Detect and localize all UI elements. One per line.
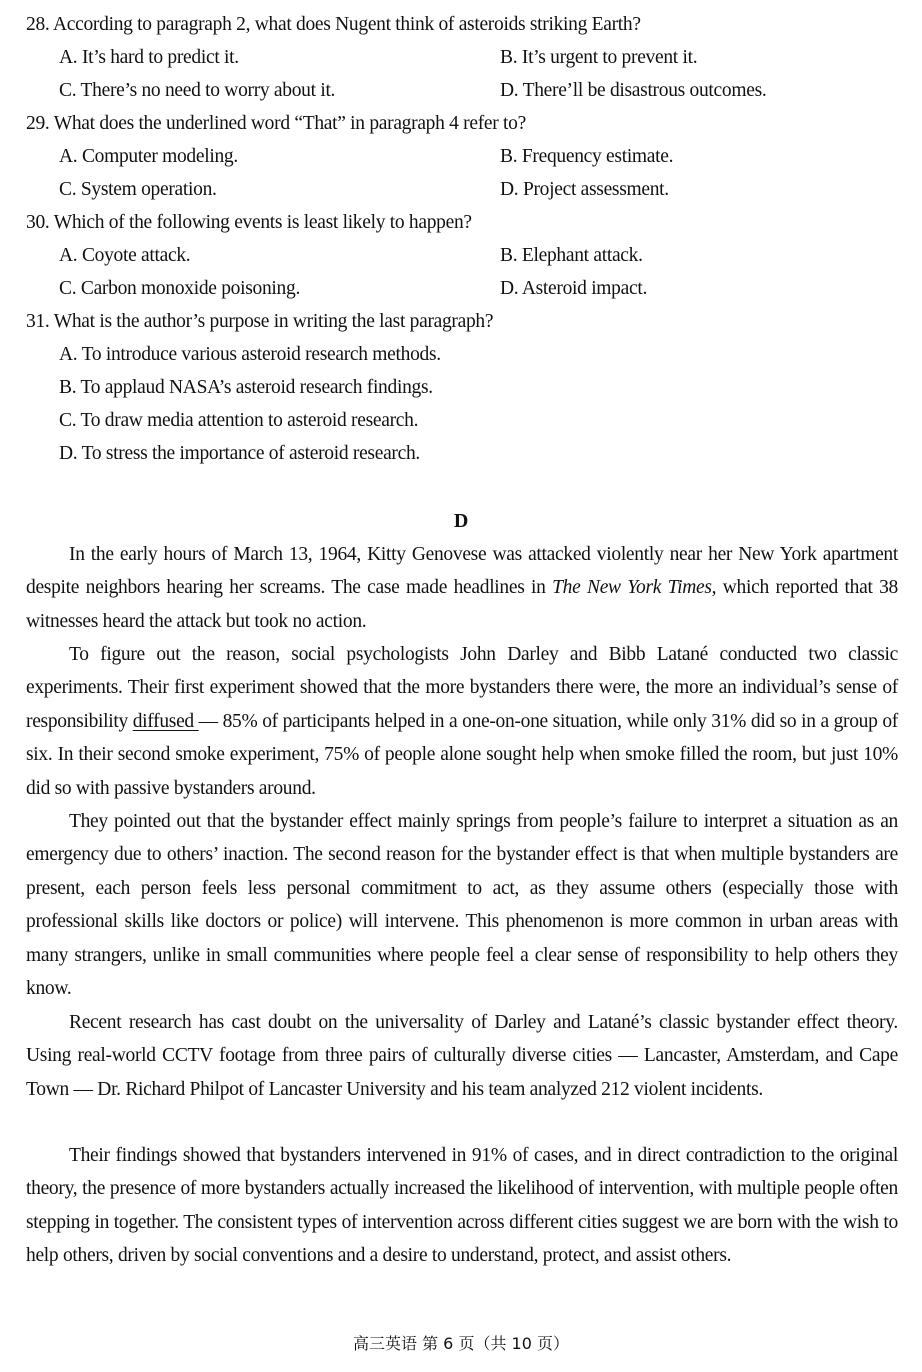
- option-b: [500, 47, 697, 69]
- option-letter: A.: [59, 146, 78, 167]
- option-text: Frequency estimate.: [521, 146, 674, 167]
- option-d: [59, 443, 420, 465]
- option-letter: B.: [59, 377, 77, 398]
- passage-paragraph-3: They pointed out that the bystander effect mainly springs from people’s failure to interpret a situation as an emergency due to others’ inaction. The second reason for the bystander effect is that when multiple bystanders are present, each person feels less personal commitment to act, as they assume others (especially those with professional skills like doctors or police) will intervene. This phenomenon is more common in urban areas with many strangers, unlike in small communities where people feel a clear sense of responsibility to help others they know.: [26, 811, 898, 1000]
- question-stem: [26, 113, 526, 135]
- option-b: [59, 377, 433, 399]
- passage-paragraph-1: [26, 538, 898, 638]
- option-b: [500, 245, 643, 267]
- question-stem: [26, 14, 641, 36]
- passage-paragraph-2: [26, 638, 898, 805]
- option-text: To introduce various asteroid research methods.: [81, 344, 441, 365]
- passage-paragraph-4: Recent research has cast doubt on the universality of Darley and Latané’s classic bystander effect theory. Using real-world CCTV footage from three pairs of culturally diverse cities — Lancaster, Amsterdam, and Cape Town — Dr. Richard Philpot of Lancaster University and his team analyzed 212 violent incidents.: [26, 1012, 898, 1100]
- option-letter: C.: [59, 80, 77, 101]
- option-letter: D.: [59, 443, 78, 464]
- question-number: 28.: [26, 14, 50, 35]
- paragraph-text: To figure out the reason, social psychologists John Darley and Bibb Latané conducted two classic experiments. Their first experiment showed that the more bystanders there were, the more an individual’s sense of responsibility: [26, 644, 898, 732]
- option-text: There’ll be disastrous outcomes.: [522, 80, 767, 101]
- option-letter: D.: [500, 278, 519, 299]
- option-letter: D.: [500, 179, 519, 200]
- section-heading: D: [453, 510, 469, 532]
- option-text: System operation.: [80, 179, 217, 200]
- passage-paragraph-5: Their findings showed that bystanders intervened in 91% of cases, and in direct contradiction to the original theory, the presence of more bystanders actually increased the likelihood of intervention, with multiple people often stepping in together. The consistent types of intervention across different cities suggest we are born with the wish to help others, driven by social conventions and a desire to understand, protect, and assist others.: [26, 1145, 898, 1267]
- question-stem: [26, 212, 472, 234]
- option-text: Project assessment.: [522, 179, 669, 200]
- underlined-word: diffused: [132, 710, 199, 732]
- option-letter: A.: [59, 245, 78, 266]
- option-a: [59, 245, 190, 267]
- option-letter: B.: [500, 47, 518, 68]
- question-text: Which of the following events is least likely to happen?: [53, 212, 472, 233]
- question-text: What is the author’s purpose in writing the last paragraph?: [53, 311, 494, 332]
- option-letter: C.: [59, 278, 77, 299]
- option-d: [500, 80, 766, 102]
- paragraph-text: In the early hours of March 13, 1964, Kitty Genovese was attacked violently near her New York apartment despite neighbors hearing her screams. The case made headlines in: [26, 544, 898, 599]
- option-d: [500, 179, 669, 201]
- option-letter: B.: [500, 146, 518, 167]
- option-a: [59, 47, 239, 69]
- option-text: Elephant attack.: [521, 245, 643, 266]
- question-number: 30.: [26, 212, 50, 233]
- option-text: To draw media attention to asteroid research.: [80, 410, 419, 431]
- option-text: Computer modeling.: [81, 146, 238, 167]
- question-stem: [26, 311, 493, 333]
- option-c: [59, 179, 217, 201]
- option-b: [500, 146, 673, 168]
- paragraph-text: , which reported that 38 witnesses heard the attack but took no action.: [26, 577, 898, 632]
- option-text: Coyote attack.: [81, 245, 191, 266]
- question-text: What does the underlined word “That” in paragraph 4 refer to?: [53, 113, 526, 134]
- option-a: [59, 146, 238, 168]
- option-c: [59, 278, 300, 300]
- option-text: There’s no need to worry about it.: [80, 80, 336, 101]
- option-a: [59, 344, 441, 366]
- option-letter: A.: [59, 47, 78, 68]
- option-c: [59, 80, 335, 102]
- question-text: According to paragraph 2, what does Nugent think of asteroids striking Earth?: [52, 14, 641, 35]
- option-letter: A.: [59, 344, 78, 365]
- option-letter: C.: [59, 410, 77, 431]
- option-letter: D.: [500, 80, 519, 101]
- option-d: [500, 278, 647, 300]
- option-text: It’s urgent to prevent it.: [521, 47, 698, 68]
- page-footer: 高三英语 第 6 页（共 10 页）: [353, 1334, 569, 1353]
- option-text: It’s hard to predict it.: [81, 47, 239, 68]
- option-letter: B.: [500, 245, 518, 266]
- option-text: To stress the importance of asteroid research.: [81, 443, 421, 464]
- question-number: 29.: [26, 113, 50, 134]
- paragraph-text: — 85% of participants helped in a one-on-one situation, while only 31% did so in a group of six. In their second smoke experiment, 75% of people alone sought help when smoke filled the room, but just 10% did so with passive bystanders around.: [26, 710, 898, 799]
- option-text: Asteroid impact.: [521, 278, 648, 299]
- question-number: 31.: [26, 311, 50, 332]
- option-letter: C.: [59, 179, 77, 200]
- option-c: [59, 410, 418, 432]
- option-text: Carbon monoxide poisoning.: [80, 278, 301, 299]
- option-text: To applaud NASA’s asteroid research findings.: [80, 377, 433, 398]
- newspaper-title: The New York Times: [552, 577, 712, 599]
